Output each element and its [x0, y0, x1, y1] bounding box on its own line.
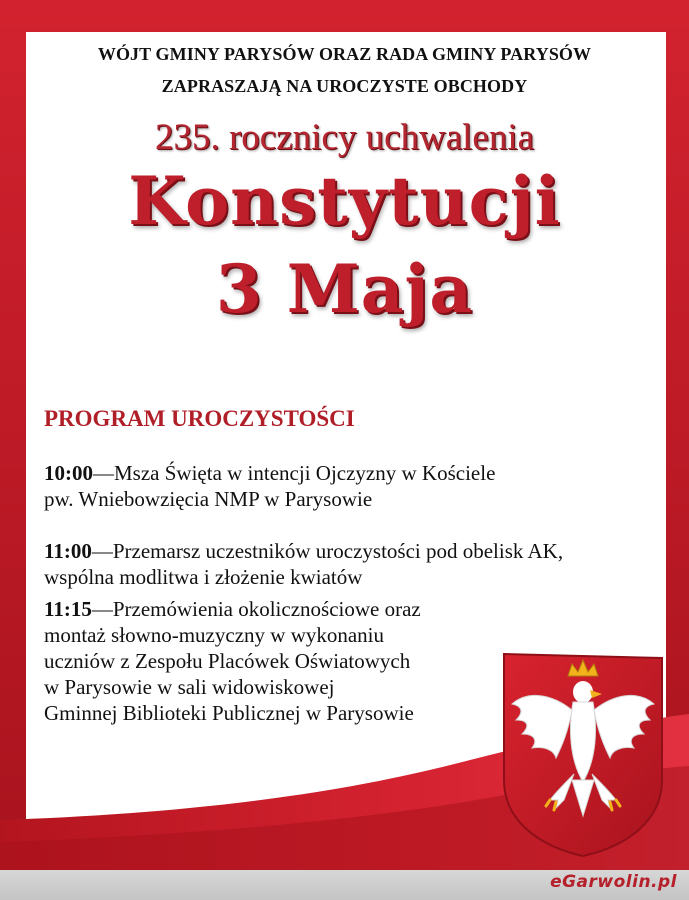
program-item-time: 10:00	[44, 461, 93, 485]
watermark: eGarwolin.pl	[550, 872, 677, 892]
program-item-text: —Przemarsz uczestników uroczystości pod obelisk AK,	[91, 539, 564, 563]
program-item-text: uczniów z Zespołu Placówek Oświatowych	[44, 649, 411, 673]
organizer-line: WÓJT GMINY PARYSÓW ORAZ RADA GMINY PARYSÓW	[97, 44, 592, 64]
program-item-text: pw. Wniebowzięcia NMP w Parysowie	[44, 487, 373, 511]
polish-white-eagle-coat-of-arms-icon	[498, 650, 668, 860]
program-item-text: Gminnej Biblioteki Publicznej w Parysowie	[44, 701, 414, 725]
program-item-text: montaż słowno-muzyczny w wykonaniu	[44, 623, 385, 647]
main-title-line-1: Konstytucji	[128, 162, 561, 240]
program-heading: PROGRAM UROCZYSTOŚCI	[44, 406, 355, 431]
program-item	[44, 460, 644, 512]
program-item-text: wspólna modlitwa i złożenie kwiatów	[44, 565, 363, 589]
program-item-text: w Parysowie w sali widowiskowej	[44, 675, 335, 699]
program-item-line	[44, 460, 644, 486]
main-title-line-2: 3 Maja	[215, 250, 474, 328]
invitation-line: ZAPRASZAJĄ NA UROCZYSTE OBCHODY	[161, 76, 528, 96]
program-item-time: 11:00	[44, 539, 92, 563]
program-item-line	[44, 538, 644, 564]
anniversary-subtitle: 235. rocznicy uchwalenia	[154, 117, 535, 158]
program-item-time: 11:15	[44, 597, 92, 621]
program-item-line	[44, 596, 644, 622]
program-item	[44, 538, 644, 590]
program-item-text: —Msza Święta w intencji Ojczyzny w Kościele	[93, 461, 496, 485]
program-item-text: —Przemówienia okolicznościowe oraz	[91, 597, 421, 621]
